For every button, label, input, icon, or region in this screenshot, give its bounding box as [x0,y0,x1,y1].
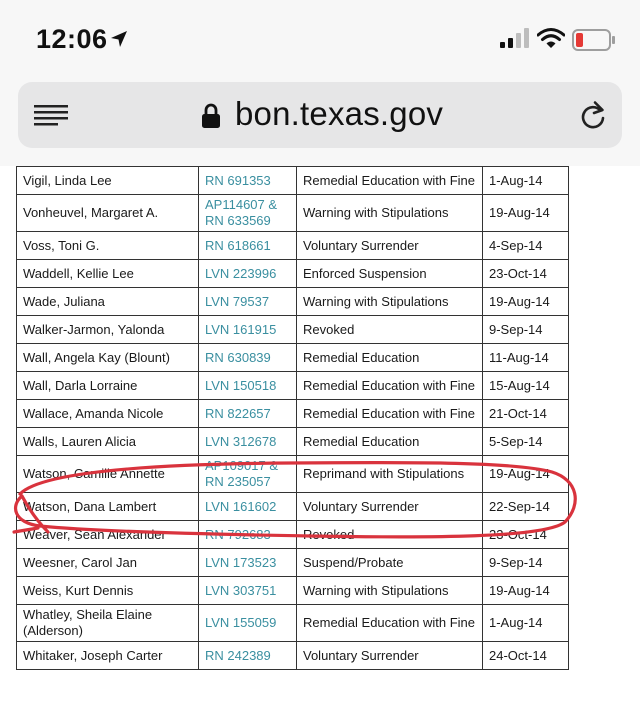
license-link[interactable]: RN 691353 [199,167,297,195]
date-cell: 19-Aug-14 [483,456,569,493]
date-cell: 9-Sep-14 [483,316,569,344]
date-cell: 24-Oct-14 [483,642,569,670]
url-text[interactable]: bon.texas.gov [235,95,444,132]
date-cell: 9-Sep-14 [483,549,569,577]
action-cell: Remedial Education with Fine [297,372,483,400]
name-cell: Walls, Lauren Alicia [17,428,199,456]
page-content [0,166,640,705]
action-cell: Voluntary Surrender [297,493,483,521]
date-cell: 1-Aug-14 [483,605,569,642]
action-cell: Reprimand with Stipulations [297,456,483,493]
date-cell: 1-Aug-14 [483,167,569,195]
license-link[interactable]: AP114607 & RN 633569 [199,195,297,232]
action-cell: Remedial Education [297,428,483,456]
date-cell: 21-Oct-14 [483,400,569,428]
table-row [17,316,569,344]
date-cell: 19-Aug-14 [483,195,569,232]
name-cell: Vonheuvel, Margaret A. [17,195,199,232]
license-link[interactable]: LVN 150518 [199,372,297,400]
table-row [17,493,569,521]
name-cell: Waddell, Kellie Lee [17,260,199,288]
action-cell: Revoked [297,316,483,344]
location-arrow-icon [110,30,128,53]
action-cell: Remedial Education with Fine [297,167,483,195]
date-cell: 19-Aug-14 [483,288,569,316]
wifi-icon [537,27,565,54]
action-cell: Remedial Education with Fine [297,605,483,642]
table-row [17,288,569,316]
table-row [17,521,569,549]
action-cell: Revoked [297,521,483,549]
table-row [17,605,569,642]
table-row [17,232,569,260]
table-row [17,195,569,232]
action-cell: Suspend/Probate [297,549,483,577]
license-link[interactable]: RN 242389 [199,642,297,670]
license-link[interactable]: LVN 161915 [199,316,297,344]
name-cell: Vigil, Linda Lee [17,167,199,195]
signal-icon [500,28,532,53]
status-time: 12:06 [36,24,108,54]
action-cell: Remedial Education with Fine [297,400,483,428]
name-cell: Wade, Juliana [17,288,199,316]
license-link[interactable]: LVN 155059 [199,605,297,642]
date-cell: 22-Sep-14 [483,493,569,521]
license-link[interactable]: LVN 312678 [199,428,297,456]
action-cell: Enforced Suspension [297,260,483,288]
license-link[interactable]: LVN 79537 [199,288,297,316]
date-cell: 15-Aug-14 [483,372,569,400]
license-link[interactable]: LVN 173523 [199,549,297,577]
status-bar [0,0,640,80]
name-cell: Wall, Angela Kay (Blount) [17,344,199,372]
battery-low-icon [572,29,616,56]
name-cell: Whatley, Sheila Elaine (Alderson) [17,605,199,642]
table-row [17,428,569,456]
date-cell: 11-Aug-14 [483,344,569,372]
license-link[interactable]: RN 822657 [199,400,297,428]
action-cell: Warning with Stipulations [297,288,483,316]
license-link[interactable]: LVN 161602 [199,493,297,521]
name-cell: Voss, Toni G. [17,232,199,260]
date-cell: 23-Oct-14 [483,521,569,549]
name-cell: Weaver, Sean Alexander [17,521,199,549]
table-row [17,260,569,288]
name-cell: Whitaker, Joseph Carter [17,642,199,670]
action-cell: Voluntary Surrender [297,642,483,670]
table-row [17,642,569,670]
date-cell: 19-Aug-14 [483,577,569,605]
license-link[interactable]: RN 792683 [199,521,297,549]
address-bar[interactable] [18,82,622,148]
date-cell: 5-Sep-14 [483,428,569,456]
table-row [17,549,569,577]
action-cell: Warning with Stipulations [297,195,483,232]
action-cell: Warning with Stipulations [297,577,483,605]
license-link[interactable]: RN 618661 [199,232,297,260]
table-row [17,372,569,400]
reload-icon[interactable] [578,100,608,137]
browser-toolbar [0,80,640,166]
lock-icon [201,103,221,134]
table-row [17,400,569,428]
license-link[interactable]: AP109017 & RN 235057 [199,456,297,493]
name-cell: Weesner, Carol Jan [17,549,199,577]
name-cell: Wall, Darla Lorraine [17,372,199,400]
disciplinary-actions-table [16,166,569,670]
name-cell: Wallace, Amanda Nicole [17,400,199,428]
name-cell: Weiss, Kurt Dennis [17,577,199,605]
table-row [17,167,569,195]
table-row [17,577,569,605]
license-link[interactable]: LVN 223996 [199,260,297,288]
name-cell: Walker-Jarmon, Yalonda [17,316,199,344]
table-row [17,344,569,372]
name-cell: Watson, Dana Lambert [17,493,199,521]
date-cell: 23-Oct-14 [483,260,569,288]
license-link[interactable]: RN 630839 [199,344,297,372]
name-cell: Watson, Camille Annette [17,456,199,493]
table-row [17,456,569,493]
date-cell: 4-Sep-14 [483,232,569,260]
action-cell: Remedial Education [297,344,483,372]
menu-icon[interactable] [34,104,70,133]
action-cell: Voluntary Surrender [297,232,483,260]
license-link[interactable]: LVN 303751 [199,577,297,605]
